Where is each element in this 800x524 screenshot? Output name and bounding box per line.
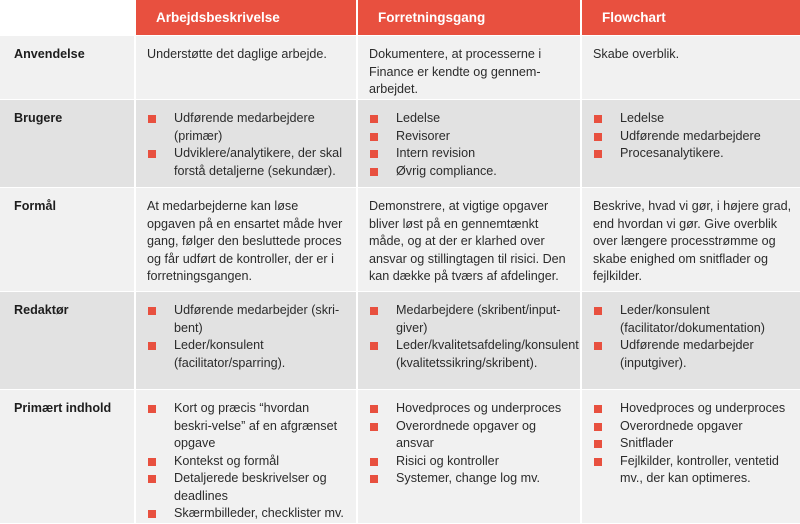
row-label-brugere: Brugere (0, 100, 134, 188)
row-label-primaert-indhold: Primært indhold (0, 390, 134, 524)
bullet-list (592, 110, 796, 163)
bullet-item: Medarbejdere (skribent/input-giver) (368, 302, 570, 337)
bullet-item: Snitflader (592, 435, 796, 453)
bullet-item: Udførende medarbejdere (592, 128, 796, 146)
bullet-item: Ledelse (368, 110, 570, 128)
cell-redaktoer-arbejdsbeskrivelse (136, 292, 356, 390)
header-corner (0, 0, 134, 36)
bullet-item: Leder/konsulent (facilitator/dokumentation) (592, 302, 796, 337)
bullet-item: Udviklere/analytikere, der skal forstå detaljerne (sekundær). (146, 145, 346, 180)
cell-brugere-arbejdsbeskrivelse (136, 100, 356, 188)
bullet-item: Intern revision (368, 145, 570, 163)
bullet-list (592, 302, 796, 372)
bullet-list (368, 400, 570, 488)
cell-indhold-forretningsgang (358, 390, 580, 524)
cell-anvendelse-forretningsgang: Dokumentere, at processerne i Finance er kendte og gennem-arbejdet. (358, 36, 580, 100)
bullet-list (368, 110, 570, 180)
bullet-item: Leder/kvalitetsafdeling/konsulent (kvalitetssikring/skribent). (368, 337, 570, 372)
bullet-item: Kort og præcis “hvordan beskri-velse” af en afgrænset opgave (146, 400, 346, 453)
cell-anvendelse-arbejdsbeskrivelse: Understøtte det daglige arbejde. (136, 36, 356, 100)
header-flowchart: Flowchart (582, 0, 800, 36)
bullet-list (146, 302, 346, 372)
bullet-item: Risici og kontroller (368, 453, 570, 471)
row-label-anvendelse: Anvendelse (0, 36, 134, 100)
bullet-item: Øvrig compliance. (368, 163, 570, 181)
bullet-item: Fejlkilder, kontroller, ventetid mv., der kan optimeres. (592, 453, 796, 488)
cell-redaktoer-flowchart (582, 292, 800, 390)
bullet-item: Udførende medarbejder (skri-bent) (146, 302, 346, 337)
cell-brugere-forretningsgang (358, 100, 580, 188)
bullet-item: Udførende medarbejdere (primær) (146, 110, 346, 145)
row-label-formaal: Formål (0, 188, 134, 292)
bullet-item: Overordnede opgaver (592, 418, 796, 436)
bullet-item: Ledelse (592, 110, 796, 128)
bullet-list (146, 400, 346, 523)
bullet-item: Procesanalytikere. (592, 145, 796, 163)
cell-formaal-arbejdsbeskrivelse: At medarbejderne kan løse opgaven på en ensartet måde hver gang, følger den besluttede proces og får udført de kontroller, der er i forretningsgangen. (136, 188, 356, 292)
bullet-item: Overordnede opgaver og ansvar (368, 418, 570, 453)
bullet-item: Skærmbilleder, checklister mv. (146, 505, 346, 523)
cell-redaktoer-forretningsgang (358, 292, 580, 390)
row-label-redaktoer: Redaktør (0, 292, 134, 390)
bullet-item: Detaljerede beskrivelser og deadlines (146, 470, 346, 505)
bullet-item: Hovedproces og underproces (592, 400, 796, 418)
cell-indhold-arbejdsbeskrivelse (136, 390, 356, 524)
bullet-item: Kontekst og formål (146, 453, 346, 471)
bullet-item: Hovedproces og underproces (368, 400, 570, 418)
header-forretningsgang: Forretningsgang (358, 0, 580, 36)
bullet-item: Udførende medarbejder (inputgiver). (592, 337, 796, 372)
cell-brugere-flowchart (582, 100, 800, 188)
bullet-item: Systemer, change log mv. (368, 470, 570, 488)
bullet-list (592, 400, 796, 488)
cell-indhold-flowchart (582, 390, 800, 524)
bullet-list (146, 110, 346, 180)
cell-anvendelse-flowchart: Skabe overblik. (582, 36, 800, 100)
bullet-list (368, 302, 579, 372)
bullet-item: Leder/konsulent (facilitator/sparring). (146, 337, 346, 372)
header-arbejdsbeskrivelse: Arbejdsbeskrivelse (136, 0, 356, 36)
cell-formaal-forretningsgang: Demonstrere, at vigtige opgaver bliver løst på en gennemtænkt måde, og at der er klarhed over ansvar og stillingtagen til risici. Den kan dække på tværs af afdelinger. (358, 188, 580, 292)
bullet-item: Revisorer (368, 128, 570, 146)
cell-formaal-flowchart: Beskrive, hvad vi gør, i højere grad, end hvordan vi gør. Give overblik over længere processtrømme og skabe enighed om snitflader og fejlkilder. (582, 188, 800, 292)
